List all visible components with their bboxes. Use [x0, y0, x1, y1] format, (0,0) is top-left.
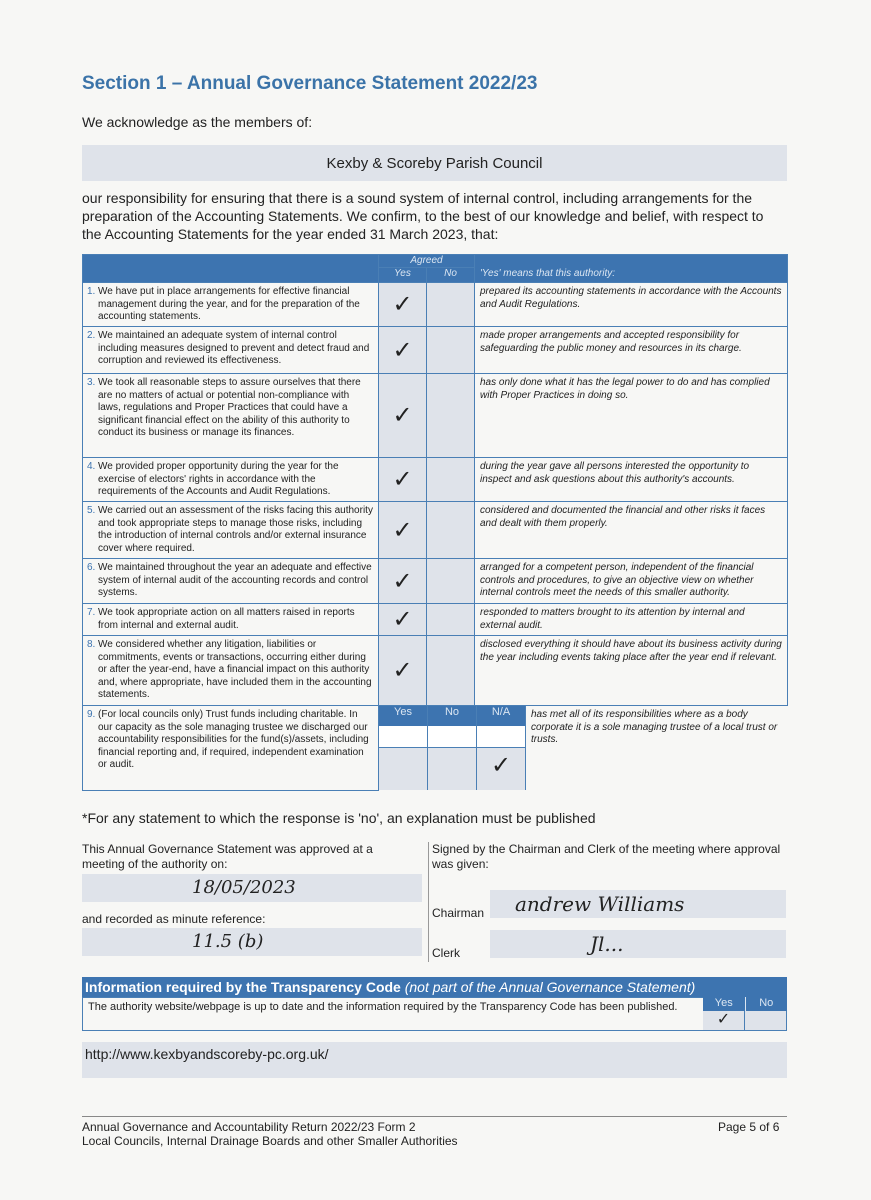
table-row	[83, 327, 788, 374]
row-number: 3.	[87, 377, 96, 388]
row-number: 2.	[87, 330, 96, 341]
footnote: *For any statement to which the response is 'no', an explanation must be published	[82, 810, 596, 826]
no-checkbox[interactable]	[427, 502, 475, 559]
divider	[428, 842, 429, 962]
transparency-yes-checkbox[interactable]	[703, 1011, 745, 1030]
meaning-text: considered and documented the financial and other risks it faces and dealt with them properly.	[475, 502, 788, 559]
statement-text: We considered whether any litigation, liabilities or commitments, events or transactions, occurring either during or after the year-end, have a financial impact on this authority and, where appropriate, have included them in the accounting statements.	[98, 639, 372, 700]
transparency-text: The authority website/webpage is up to date and the information required by the Transparency Code has been published.	[88, 1001, 678, 1013]
meaning-text: prepared its accounting statements in accordance with the Accounts and Audit Regulations.	[475, 283, 788, 327]
check-icon: ✓	[392, 515, 413, 544]
council-name: Kexby & Scoreby Parish Council	[326, 154, 543, 172]
yes-checkbox[interactable]	[379, 502, 427, 559]
no-checkbox[interactable]	[427, 283, 475, 327]
yes-checkbox[interactable]	[379, 458, 427, 502]
yes-header: Yes	[379, 706, 427, 726]
transparency-header	[82, 977, 787, 997]
yes-checkbox[interactable]	[379, 559, 427, 604]
no-checkbox[interactable]	[428, 747, 476, 790]
footer-line-1: Annual Governance and Accountability Return 2022/23 Form 2	[82, 1120, 416, 1134]
no-header: No	[428, 706, 476, 726]
row-number: 1.	[87, 286, 96, 297]
check-icon: ✓	[392, 566, 413, 595]
row-number: 7.	[87, 607, 96, 618]
meaning-text: disclosed everything it should have about its business activity during the year including events taking place after the year end if relevant.	[475, 636, 788, 706]
intro-text: We acknowledge as the members of:	[82, 114, 313, 130]
check-icon: ✓	[392, 335, 413, 364]
yes-checkbox[interactable]	[379, 374, 427, 458]
chairman-label: Chairman	[432, 906, 485, 920]
page-title: Section 1 – Annual Governance Statement 2022/23	[82, 73, 538, 94]
check-icon: ✓	[490, 751, 512, 779]
table-row-trust-funds	[83, 706, 788, 791]
table-row	[83, 458, 788, 502]
yes-header: Yes	[379, 268, 427, 283]
yes-checkbox[interactable]	[379, 604, 427, 636]
na-header: N/A	[477, 706, 525, 726]
statement-text: We maintained throughout the year an adequate and effective system of internal audit of the accounting records and control systems.	[98, 562, 372, 598]
yes-checkbox[interactable]	[379, 283, 427, 327]
clerk-signature: Jl...	[590, 932, 624, 956]
footer-rule	[82, 1116, 787, 1117]
check-icon: ✓	[392, 605, 413, 633]
agreed-header: Agreed	[379, 255, 475, 268]
check-icon: ✓	[392, 465, 413, 493]
transparency-answer-header	[703, 997, 787, 1011]
minute-text: and recorded as minute reference:	[82, 912, 266, 926]
row-number: 4.	[87, 461, 96, 472]
council-name-field[interactable]	[82, 145, 787, 181]
minute-ref-field[interactable]	[82, 928, 422, 956]
meaning-text: during the year gave all persons interested the opportunity to inspect and ask questions about this authority's accounts.	[475, 458, 788, 502]
yes-checkbox[interactable]	[379, 747, 427, 790]
meaning-text: responded to matters brought to its attention by internal and external audit.	[475, 604, 788, 636]
no-checkbox[interactable]	[427, 458, 475, 502]
responsibility-text: our responsibility for ensuring that there is a sound system of internal control, including arrangements for the preparation of the Accounting Statements. We confirm, to the best of our knowledge and belief, with respect to the Accounting Statements for the year ended 31 March 2023, that:	[82, 190, 764, 242]
yes-header: Yes	[703, 997, 746, 1011]
meaning-text: made proper arrangements and accepted responsibility for safeguarding the public money and resources in its charge.	[475, 327, 788, 374]
statement-text: We carried out an assessment of the risks facing this authority and took appropriate steps to manage those risks, including the introduction of internal controls and/or external insurance cover where required.	[98, 505, 373, 554]
website-url[interactable]: http://www.kexbyandscoreby-pc.org.uk/	[85, 1046, 329, 1062]
table-row	[83, 636, 788, 706]
transparency-no-checkbox[interactable]	[745, 1011, 786, 1030]
check-icon: ✓	[392, 656, 413, 684]
no-checkbox[interactable]	[427, 604, 475, 636]
approval-date: 18/05/2023	[192, 877, 296, 898]
minute-ref: 11.5 (b)	[192, 931, 264, 952]
check-icon: ✓	[716, 1009, 731, 1028]
meaning-text: has met all of its responsibilities where as a body corporate it is a sole managing trustee of a local trust or trusts.	[531, 709, 778, 745]
means-header: 'Yes' means that this authority:	[475, 268, 788, 283]
no-checkbox[interactable]	[427, 374, 475, 458]
row-number: 9.	[87, 709, 96, 720]
meaning-text: arranged for a competent person, independent of the financial controls and procedures, to give an objective view on whether internal controls meet the needs of this smaller authority.	[475, 559, 788, 604]
no-checkbox[interactable]	[427, 327, 475, 374]
na-checkbox[interactable]	[477, 747, 525, 790]
signed-text: Signed by the Chairman and Clerk of the meeting where approval was given:	[432, 842, 781, 871]
row-number: 8.	[87, 639, 96, 650]
footer-line-2: Local Councils, Internal Drainage Boards and other Smaller Authorities	[82, 1134, 458, 1148]
no-checkbox[interactable]	[427, 636, 475, 706]
transparency-title: Information required by the Transparency Code	[85, 979, 401, 995]
check-icon: ✓	[392, 401, 413, 429]
row-number: 6.	[87, 562, 96, 573]
row-number: 5.	[87, 505, 96, 516]
no-checkbox[interactable]	[427, 559, 475, 604]
transparency-note: (not part of the Annual Governance Statement)	[404, 979, 696, 995]
statement-text: (For local councils only) Trust funds including charitable. In our capacity as the sole managing trustee we discharged our accountability responsibilities for the fund(s)/assets, including financial reporting and, if required, independent examination or audit.	[98, 709, 369, 770]
no-header: No	[759, 997, 774, 1009]
no-header: No	[427, 268, 475, 283]
table-row	[83, 559, 788, 604]
governance-table	[82, 254, 788, 791]
approval-date-field[interactable]	[82, 874, 422, 902]
approval-text: This Annual Governance Statement was approved at a meeting of the authority on:	[82, 842, 373, 871]
table-row	[83, 374, 788, 458]
statement-text: We took appropriate action on all matters raised in reports from internal and external audit.	[98, 607, 355, 631]
check-icon: ✓	[392, 290, 413, 318]
table-row	[83, 502, 788, 559]
table-row	[83, 283, 788, 327]
chairman-signature-field[interactable]	[490, 890, 786, 918]
yes-checkbox[interactable]	[379, 636, 427, 706]
clerk-label: Clerk	[432, 946, 461, 960]
meaning-text: has only done what it has the legal power to do and has complied with Proper Practices in doing so.	[475, 374, 788, 458]
chairman-signature: andrew Williams	[515, 892, 685, 916]
statement-text: We provided proper opportunity during the year for the exercise of electors' rights in accordance with the requirements of the Accounts and Audit Regulations.	[98, 461, 339, 497]
clerk-signature-field[interactable]	[490, 930, 786, 958]
yes-checkbox[interactable]	[379, 327, 427, 374]
footer	[82, 1120, 458, 1148]
statement-text: We maintained an adequate system of internal control including measures designed to prevent and detect fraud and corruption and reviewed its effectiveness.	[98, 330, 370, 366]
page-number: Page 5 of 6	[718, 1120, 780, 1134]
table-row	[83, 604, 788, 636]
statement-text: We took all reasonable steps to assure ourselves that there are no matters of actual or potential non-compliance with laws, regulations and Proper Practices that could have a significant financial effect on the ability of this authority to conduct its business or manage its finances.	[98, 377, 361, 438]
statement-text: We have put in place arrangements for effective financial management during the year, and for the preparation of the accounting statements.	[98, 286, 360, 322]
